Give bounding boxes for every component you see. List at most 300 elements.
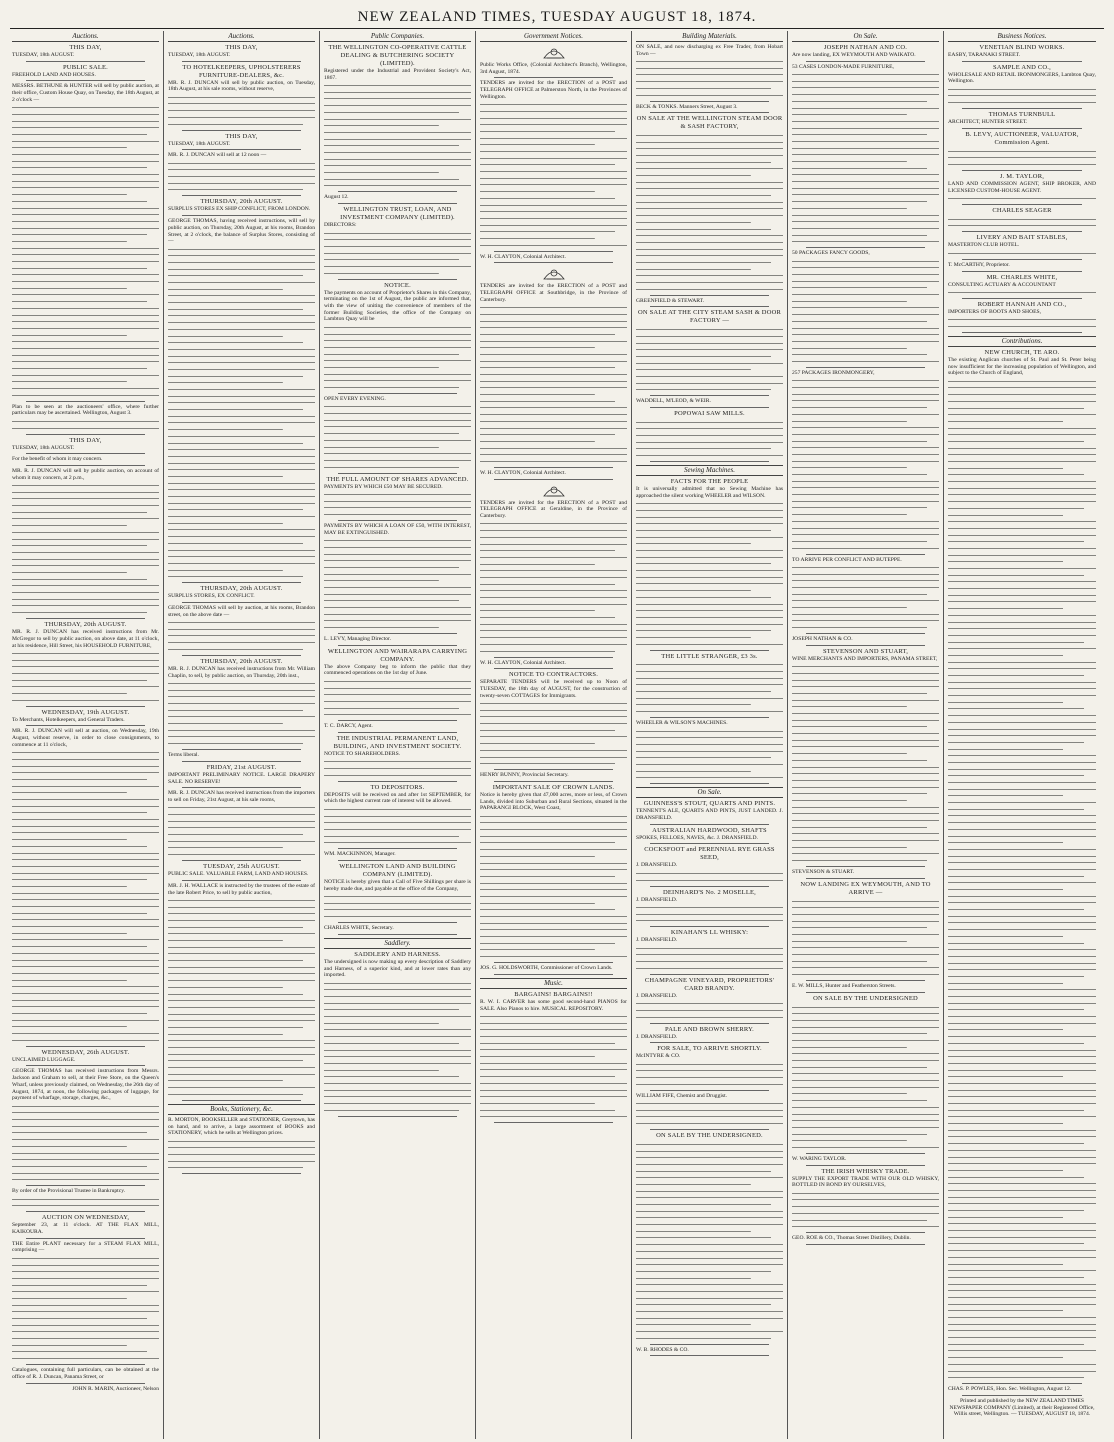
ad-body: PAYMENTS BY WHICH £50 MAY BE SECURED. xyxy=(324,483,443,490)
advertisement xyxy=(324,735,471,782)
ad-headline: THE LITTLE STRANGER, £3 3s. xyxy=(661,652,758,660)
ad-text-lines xyxy=(636,132,783,293)
ad-text-lines xyxy=(168,897,315,1098)
ad-divider xyxy=(26,618,145,619)
ad-text-lines xyxy=(636,58,783,98)
ad-body: TO ARRIVE PER CONFLICT AND BUTEPPE. xyxy=(792,556,902,563)
advertisement xyxy=(168,152,315,196)
newspaper-column xyxy=(164,31,320,1439)
advertisement xyxy=(12,437,159,455)
ad-headline: DEINHARD'S No. 2 MOSELLE, xyxy=(662,888,757,896)
ad-divider xyxy=(650,824,769,825)
advertisement xyxy=(12,1068,159,1186)
advertisement xyxy=(12,404,159,435)
ad-divider xyxy=(650,926,769,927)
ad-body: WILLIAM FIFE, Chemist and Druggist. xyxy=(636,1092,728,1099)
ad-divider xyxy=(650,886,769,887)
advertisement xyxy=(480,470,627,480)
ad-body: GEORGE THOMAS, having received instructions, will sell by public auction, on Thursday, 20th August, at his rooms, Brandon Street, at 2 o'clock, the balance of Surplus Stores, consisting of — xyxy=(168,218,315,245)
ad-headline: TUESDAY, 25th AUGUST. xyxy=(203,863,280,871)
advertisement xyxy=(168,764,315,788)
ad-divider xyxy=(806,247,925,248)
section-header: Saddlery. xyxy=(324,938,471,949)
advertisement xyxy=(792,869,939,879)
ad-body: TUESDAY, 18th AUGUST. xyxy=(12,444,75,451)
advertisement xyxy=(168,863,315,881)
ad-headline: BARGAINS! BARGAINS!! xyxy=(514,990,593,998)
ad-text-lines xyxy=(324,980,471,1114)
advertisement xyxy=(12,83,159,401)
advertisement xyxy=(480,62,627,78)
advertisement xyxy=(324,925,471,935)
ad-text-lines xyxy=(324,491,471,518)
ad-headline: IMPORTANT SALE OF CROWN LANDS. xyxy=(492,783,615,791)
ad-text-lines xyxy=(792,71,939,245)
ad-divider xyxy=(182,1100,301,1101)
advertisement xyxy=(324,523,471,634)
advertisement xyxy=(12,44,159,62)
ad-divider xyxy=(650,650,769,651)
advertisement xyxy=(168,605,315,656)
ad-headline: THIS DAY, xyxy=(69,44,102,51)
advertisement xyxy=(948,173,1096,205)
ad-divider xyxy=(338,393,457,394)
ad-text-lines xyxy=(792,258,939,365)
advertisement xyxy=(792,648,939,867)
ad-text-lines xyxy=(792,664,939,865)
ad-body: The above Company beg to inform the public that they commenced operations on the 1st day of June. xyxy=(324,663,471,677)
ad-text-lines xyxy=(636,662,783,716)
advertisement xyxy=(324,851,471,861)
advertisement xyxy=(636,309,783,396)
ad-body: JOS. G. HOLDSWORTH, Commissioner of Crown Lands. xyxy=(480,965,613,972)
advertisement xyxy=(12,1214,159,1238)
ad-text-lines xyxy=(480,1013,627,1120)
ad-divider xyxy=(650,1129,769,1130)
ad-text-lines xyxy=(480,813,627,960)
ad-divider xyxy=(962,271,1082,272)
ad-divider xyxy=(182,655,301,656)
advertisement xyxy=(324,282,471,394)
newspaper-column xyxy=(632,31,788,1439)
ad-headline: STEVENSON AND STUART, xyxy=(822,647,909,655)
advertisement xyxy=(792,1168,939,1234)
ad-divider xyxy=(494,262,613,263)
ad-headline: THIS DAY, xyxy=(225,44,258,51)
ad-body: T. McCARTHY, Proprietor. xyxy=(948,261,1010,268)
ad-divider xyxy=(962,108,1082,109)
ad-divider xyxy=(26,1211,145,1212)
ad-text-lines xyxy=(948,378,1096,1381)
ad-divider xyxy=(962,204,1082,205)
ad-divider xyxy=(26,1046,145,1047)
ad-body: T. C. DARCY, Agent. xyxy=(324,723,373,730)
ad-headline: ON SALE AT THE WELLINGTON STEAM DOOR & SASH FACTORY, xyxy=(636,115,783,131)
columns xyxy=(8,31,1106,1439)
advertisement xyxy=(792,557,939,635)
ad-text-lines xyxy=(12,482,159,616)
advertisement xyxy=(168,585,315,603)
ad-divider xyxy=(494,962,613,963)
ad-body: L. LEVY, Managing Director. xyxy=(324,636,392,643)
advertisement xyxy=(636,720,783,784)
newspaper-column xyxy=(320,31,476,1439)
ad-body: September 23, at 11 o'clock. AT THE FLAX MILL, KAIKOURA. xyxy=(12,1222,159,1236)
ad-headline: LIVERY AND BAIT STABLES, xyxy=(976,234,1068,242)
ad-headline: NOTICE TO CONTRACTORS. xyxy=(508,671,599,679)
advertisement xyxy=(12,1188,159,1212)
ad-divider xyxy=(650,101,769,102)
ad-headline: THURSDAY, 20th AUGUST. xyxy=(200,657,283,665)
column-header: Auctions. xyxy=(12,31,159,42)
advertisement xyxy=(948,1386,1096,1396)
ad-body: CONSULTING ACTUARY & ACCOUNTANT xyxy=(948,281,1056,288)
ad-divider xyxy=(338,191,457,192)
advertisement xyxy=(12,64,159,82)
advertisement xyxy=(636,1347,783,1357)
ad-body: Plan to be seen at the auctioneers' office, where further particulars may be ascertained. Wellington, August 3. xyxy=(12,403,159,417)
ad-headline: THE IRISH WHISKY TRADE. xyxy=(821,1167,910,1175)
ad-body: THE Entire PLANT necessary for a STEAM FLAX MILL, comprising — xyxy=(12,1240,159,1254)
ad-body: J. DRANSFIELD. xyxy=(636,1033,678,1040)
ad-divider xyxy=(182,215,301,216)
ad-text-lines xyxy=(948,250,1096,257)
ad-divider xyxy=(962,170,1082,171)
section-header: Books, Stationery, &c. xyxy=(168,1104,315,1115)
ad-headline: NOTICE. xyxy=(384,281,411,289)
ad-divider xyxy=(494,769,613,770)
advertisement xyxy=(480,283,627,468)
ad-divider xyxy=(962,231,1082,232)
advertisement xyxy=(480,784,627,963)
ad-headline: THURSDAY, 20th AUGUST. xyxy=(44,621,127,629)
advertisement xyxy=(324,648,471,722)
column-header: Auctions. xyxy=(168,31,315,42)
coat-of-arms-icon xyxy=(541,482,567,498)
ad-body: 50 PACKAGES FANCY GOODS, xyxy=(792,250,870,257)
ad-divider xyxy=(806,878,925,879)
advertisement xyxy=(636,1045,783,1090)
ad-headline: THE INDUSTRIAL PERMANENT LAND, BUILDING, AND INVESTMENT SOCIETY. xyxy=(333,735,462,751)
advertisement xyxy=(324,784,471,850)
ad-text-lines xyxy=(168,246,315,580)
ad-body: It is universally admitted that no Sewing Machine has approached the silent working WHEELER and WILSON. xyxy=(636,486,783,499)
ad-headline: FOR SALE, TO ARRIVE SHORTLY. xyxy=(657,1045,762,1053)
ad-headline: SADDLERY AND HARNESS. xyxy=(354,950,441,958)
ad-headline: GUINNESS'S STOUT, QUARTS AND PINTS. xyxy=(643,800,776,808)
ad-headline: THURSDAY, 20th AUGUST. xyxy=(200,198,283,206)
ad-body: GEO. ROE & CO., Thomas Street Distillery, Dublin. xyxy=(792,1235,911,1242)
imprint-footer: Printed and published by the NEW ZEALAND TIMES NEWSPAPER COMPANY (Limited), at their Registered Office, Willis street, Wellington. — TUESDAY, AUGUST 18, 1874. xyxy=(949,1397,1095,1418)
section-header: Contributions. xyxy=(948,336,1096,347)
advertisement xyxy=(792,1156,939,1166)
column-header: On Sale. xyxy=(792,31,939,42)
ad-body: TENDERS are invited for the ERECTION of a POST and TELEGRAPH OFFICE at Southbridge, in the Province of Canterbury. xyxy=(480,283,627,303)
ad-headline: TO HOTELKEEPERS, UPHOLSTERERS FURNITURE-DEALERS, &c. xyxy=(182,63,301,79)
ad-headline: FACTS FOR THE PEOPLE xyxy=(670,478,749,486)
ad-divider xyxy=(962,128,1082,129)
ad-divider xyxy=(494,974,613,975)
ad-divider xyxy=(494,657,613,658)
ad-body: E. W. MILLS, Hunter and Featherston Streets. xyxy=(792,983,896,990)
ad-divider xyxy=(962,61,1082,62)
ad-headline: SAMPLE AND CO., xyxy=(993,63,1051,71)
advertisement xyxy=(12,709,159,727)
column-header: Public Companies. xyxy=(324,31,471,42)
ad-body: 257 PACKAGES IRONMONGERY, xyxy=(792,369,875,376)
ad-headline: MR. CHARLES WHITE, xyxy=(986,273,1058,281)
ad-body: TENDERS are invited for the ERECTION of a POST and TELEGRAPH OFFICE at Geraldine, in the Province of Canterbury. xyxy=(480,499,627,520)
ad-headline: FRIDAY, 21st AUGUST. xyxy=(206,763,277,771)
ad-divider xyxy=(494,467,613,468)
ad-divider xyxy=(26,1065,145,1066)
ad-body: By order of the Provisional Trustee in Bankruptcy. xyxy=(12,1188,126,1195)
advertisement xyxy=(480,80,627,251)
ad-body: W. WARING TAYLOR. xyxy=(792,1155,847,1162)
ad-divider xyxy=(338,848,457,849)
ad-body: PUBLIC SALE. VALUABLE FARM, LAND AND HOUSES. xyxy=(168,871,309,878)
ad-body: J. DRANSFIELD. xyxy=(636,862,678,869)
ad-headline: KINAHAN'S LL WHISKY: xyxy=(670,929,749,937)
advertisement xyxy=(12,728,159,1046)
ad-divider xyxy=(962,1383,1082,1384)
advertisement xyxy=(636,410,783,462)
ad-divider xyxy=(962,332,1082,333)
ad-body: Terms liberal. xyxy=(168,752,199,759)
advertisement xyxy=(324,44,471,192)
ad-text-lines xyxy=(168,160,315,193)
ad-divider xyxy=(338,732,457,733)
ad-text-lines xyxy=(324,82,471,189)
ad-headline: NOW LANDING EX WEYMOUTH, AND TO ARRIVE — xyxy=(800,880,931,896)
ad-divider xyxy=(182,195,301,196)
ad-body: The undersigned is now making up every description of Saddlery and Harness, of a superior kind, and at lower rates than any imported. xyxy=(324,958,471,979)
advertisement xyxy=(168,44,315,62)
advertisement xyxy=(792,636,939,646)
advertisement xyxy=(168,198,315,216)
ad-text-lines xyxy=(792,1004,939,1151)
advertisement xyxy=(636,44,783,102)
masthead: NEW ZEALAND TIMES, TUESDAY AUGUST 18, 1874. xyxy=(357,9,757,25)
newspaper-column xyxy=(8,31,164,1439)
ad-body: WHOLESALE AND RETAIL IRONMONGERS, Lambton Quay, Wellington. xyxy=(948,71,1096,85)
advertisement xyxy=(948,64,1096,109)
ad-body: Public Works Office, (Colonial Architect's Branch), Wellington, 3rd August, 1874. xyxy=(480,62,627,75)
ad-text-lines xyxy=(636,1141,783,1342)
ad-text-lines xyxy=(792,898,939,978)
ad-body: MR. R. J. DUNCAN has received instructions from Mr. McGregor to sell by public auction, on above date, at 11 o'clock, at his residence, Hill Street, his HOUSEHOLD FURNITURE, xyxy=(12,629,159,649)
advertisement xyxy=(324,396,471,474)
ad-body: MR. R. J. DUNCAN will sell at auction, on Wednesday, 19th August, without reserve, in order to close consignments, to commence at 11 o'clock, xyxy=(12,728,159,748)
ad-divider xyxy=(962,1395,1082,1396)
ad-headline: NEW CHURCH, TE ARO. xyxy=(984,348,1060,356)
ad-text-lines xyxy=(324,537,471,631)
advertisement xyxy=(636,800,783,824)
ad-text-lines xyxy=(168,1138,315,1171)
ad-body: GEORGE THOMAS has received instructions from Messrs. Jackson and Graham to sell, at their Free Store, on the Queen's Wharf, unless previously claimed, on Wednesday, the 26th day of August, 1874, at noon, the following packages of luggage, for payment of wharfage, storage, charges, &c., xyxy=(12,1068,159,1102)
advertisement xyxy=(636,115,783,296)
advertisement xyxy=(12,468,159,619)
section-header: Sewing Machines. xyxy=(636,465,783,476)
ad-text-lines xyxy=(948,86,1096,106)
ad-headline: PALE AND BROWN SHERRY. xyxy=(665,1025,754,1033)
ad-text-lines xyxy=(636,419,783,459)
ad-body: WINE MERCHANTS AND IMPORTERS, PANAMA STREET, xyxy=(792,655,938,662)
ad-divider xyxy=(806,367,925,368)
ad-divider xyxy=(806,866,925,867)
ad-text-lines xyxy=(636,728,783,782)
ad-divider xyxy=(494,668,613,669)
advertisement xyxy=(12,1241,159,1365)
ad-body: STEVENSON & STUART. xyxy=(792,869,855,876)
ad-text-lines xyxy=(636,501,783,648)
ad-body: SEPARATE TENDERS will be received up to Noon of TUESDAY, the 18th day of AUGUST, for the construction of twenty-seven COTTAGES for Immigrants. xyxy=(480,679,627,699)
ad-body: MESSRS. BETHUNE & HUNTER will sell by public auction, at their office, Custom House Quay, on Tuesday, the 18th August, at 2 o'clock — xyxy=(12,83,159,103)
ad-body: PAYMENTS BY WHICH A LOAN OF £50, WITH INTEREST, MAY BE EXTINGUISHED. xyxy=(324,523,471,536)
ad-divider xyxy=(650,717,769,718)
advertisement xyxy=(324,476,471,521)
ad-body: LAND AND COMMISSION AGENT, SHIP BROKER, AND LICENSED CUSTOM-HOUSE AGENT. xyxy=(948,180,1096,194)
ad-divider xyxy=(494,251,613,252)
advertisement xyxy=(168,133,315,151)
ad-text-lines xyxy=(480,700,627,767)
advertisement xyxy=(636,889,783,928)
ad-divider xyxy=(338,934,457,935)
ad-divider xyxy=(650,974,769,975)
ad-body: FREEHOLD LAND AND HOUSES. xyxy=(12,71,96,78)
newspaper-column xyxy=(944,31,1100,1439)
ad-body: The payments on account of Proprietor's Shares in this Company, terminating on the 1st of August, the public are informed that, with the view of uniting the convenience of members of the former Building Societies, the office of the Company on Lambton Quay will be xyxy=(324,289,471,323)
advertisement xyxy=(168,658,315,750)
ad-body: EASBY, TARANAKI STREET. xyxy=(948,52,1020,58)
ad-body: UNCLAIMED LUGGAGE. xyxy=(12,1056,76,1063)
advertisement xyxy=(636,1093,783,1130)
ad-headline: ON SALE AT THE CITY STEAM SASH & DOOR FACTORY — xyxy=(637,309,782,325)
advertisement xyxy=(12,1049,159,1067)
ad-body: OPEN EVERY EVENING. xyxy=(324,396,386,403)
ad-text-lines xyxy=(480,304,627,465)
advertisement xyxy=(480,500,627,658)
ad-divider xyxy=(338,520,457,521)
column-header: Government Notices. xyxy=(480,31,627,42)
ad-divider xyxy=(182,787,301,788)
advertisement xyxy=(948,349,1096,1384)
ad-divider xyxy=(182,1173,301,1174)
ad-divider xyxy=(650,306,769,307)
advertisement xyxy=(480,991,627,1123)
ad-body: WHEELER & WILSON'S MACHINES. xyxy=(636,720,728,727)
ad-divider xyxy=(26,1364,145,1365)
ad-headline: WELLINGTON AND WAIRARAPA CARRYING COMPANY. xyxy=(327,647,468,663)
column-header: Building Materials. xyxy=(636,31,783,42)
ad-text-lines xyxy=(948,148,1096,168)
ad-body: The existing Anglican churches of St. Paul and St. Peter being now insufficient for the increasing population of Wellington, and subject to the Church of England, xyxy=(948,356,1096,377)
advertisement xyxy=(636,1026,783,1044)
ad-divider xyxy=(26,465,145,466)
ad-body: SURPLUS STORES EX SHIP CONFLICT, FROM LONDON. xyxy=(168,206,311,213)
advertisement xyxy=(480,772,627,782)
advertisement xyxy=(480,660,627,670)
ad-headline: THIS DAY, xyxy=(225,132,258,140)
ad-divider xyxy=(962,298,1082,299)
ad-body: TUESDAY, 18th AUGUST. xyxy=(168,140,231,147)
ad-divider xyxy=(338,720,457,721)
ad-body: R. MORTON, BOOKSELLER and STATIONER, Greytown, has on hand, and to arrive, a large assortment of BOOKS and STATIONERY, which he sells at Wellington prices. xyxy=(168,1116,315,1137)
advertisement xyxy=(792,1235,939,1245)
coat-of-arms-icon xyxy=(541,265,567,281)
ad-body: SPOKES, FELLOES, NAVES, &c. J. DRANSFIELD. xyxy=(636,834,758,841)
advertisement xyxy=(12,1367,159,1383)
ad-body: WADDELL, M'LEOD, & WEIR. xyxy=(636,398,711,405)
ad-divider xyxy=(338,922,457,923)
ad-divider xyxy=(26,80,145,81)
ad-divider xyxy=(26,453,145,454)
advertisement xyxy=(480,671,627,770)
ad-body: For the benefit of whom it may concern. xyxy=(12,456,103,463)
ad-body: SUPPLY THE EXPORT TRADE WITH OUR OLD WHISKY, BOTTLED IN BOND BY OURSELVES, xyxy=(792,1175,939,1189)
ad-headline: THOMAS TURNBULL xyxy=(988,111,1056,119)
ad-text-lines xyxy=(636,904,783,924)
advertisement xyxy=(324,206,471,280)
ad-body: MR. R. J. DUNCAN will sell by public auction, on account of whom it may concern, at 2 p.m., xyxy=(12,467,159,481)
ad-divider xyxy=(182,602,301,603)
advertisement xyxy=(792,881,939,981)
ad-divider xyxy=(650,112,769,113)
ad-body: Catalogues, containing full particulars, can be obtained at the office of R. J. Duncan, Panama Street, or xyxy=(12,1367,159,1380)
ad-body: McINTYRE & CO. xyxy=(636,1053,681,1060)
newspaper-column xyxy=(788,31,944,1439)
ad-text-lines xyxy=(324,678,471,718)
ad-divider xyxy=(494,77,613,78)
advertisement xyxy=(948,262,1096,272)
advertisement xyxy=(636,298,783,308)
ad-body: TUESDAY, 18th AUGUST. xyxy=(12,52,75,58)
ad-body: W. H. CLAYTON, Colonial Architect. xyxy=(480,659,566,666)
ad-signature: JOHN R. MARIN, Auctioneer, Nelson xyxy=(72,1385,159,1392)
ad-headline: THIS DAY, xyxy=(69,436,102,444)
ad-text-lines xyxy=(480,102,627,249)
advertisement xyxy=(168,1117,315,1175)
ad-headline: AUSTRALIAN HARDWOOD, SHAFTS xyxy=(652,826,767,834)
ad-text-lines xyxy=(636,326,783,393)
advertisement xyxy=(948,207,1096,232)
ad-text-lines xyxy=(636,1100,783,1127)
advertisement xyxy=(792,250,939,368)
ad-text-lines xyxy=(12,418,159,431)
ad-divider xyxy=(182,860,301,861)
ad-divider xyxy=(806,980,925,981)
ad-headline: PUBLIC SALE. xyxy=(62,63,108,71)
coat-of-arms-icon xyxy=(541,44,567,60)
ad-text-lines xyxy=(636,945,783,972)
advertisement xyxy=(948,44,1096,62)
ad-body: HENRY BUNNY, Provincial Secretary. xyxy=(480,772,569,779)
ad-divider xyxy=(338,473,457,474)
ad-body: GEORGE THOMAS will sell by auction, at his rooms, Brandon street, on the above date — xyxy=(168,604,315,618)
advertisement xyxy=(948,131,1096,171)
ad-text-lines xyxy=(168,805,315,859)
ad-body: MASTERTON CLUB HOTEL. xyxy=(948,242,1020,249)
ad-text-lines xyxy=(168,94,315,127)
ad-headline: J. M. TAYLOR, xyxy=(999,172,1045,180)
ad-divider xyxy=(650,1355,769,1356)
ad-headline: AUCTION ON WEDNESDAY, xyxy=(41,1214,130,1222)
ad-headline: TO DEPOSITORS. xyxy=(370,783,425,791)
ad-text-lines xyxy=(12,105,159,399)
ad-body: MR. R. J. DUNCAN will sell by public auction, on Tuesday, 18th August, at his sale rooms, without reserve, xyxy=(168,79,315,93)
ad-divider xyxy=(806,554,925,555)
ad-text-lines xyxy=(324,806,471,846)
